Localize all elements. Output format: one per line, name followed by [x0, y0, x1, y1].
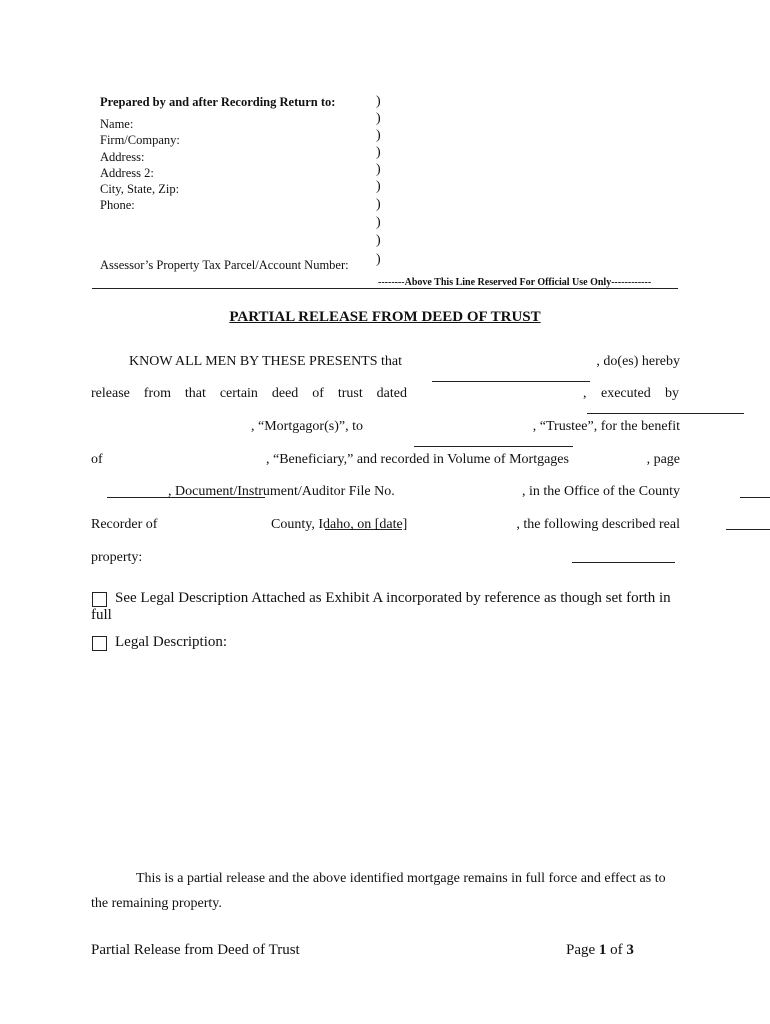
- mortgagor-text: , “Mortgagor(s)”, to: [251, 419, 363, 434]
- does-hereby-text: , do(es) hereby: [596, 354, 680, 369]
- bracket-paren: ): [376, 197, 381, 212]
- prepared-by-heading: Prepared by and after Recording Return to:: [100, 95, 336, 109]
- page-indicator: [566, 942, 634, 959]
- legal-description-checkbox[interactable]: [92, 636, 107, 651]
- word: certain: [219, 386, 258, 401]
- county-blank[interactable]: [572, 561, 675, 563]
- property-text: property:: [91, 550, 143, 565]
- word: release: [91, 386, 130, 401]
- mortgagor-blank[interactable]: [414, 445, 573, 447]
- office-of-county-text: , in the Office of the County: [522, 484, 680, 499]
- bracket-paren: ): [376, 252, 381, 267]
- word: from: [143, 386, 171, 401]
- exhibit-a-option-text-cont: full: [91, 607, 112, 623]
- file-number-blank[interactable]: [726, 528, 770, 530]
- word: dated: [376, 386, 407, 401]
- page-total: 3: [626, 942, 634, 958]
- trustee-text: , “Trustee”, for the benefit: [532, 419, 680, 434]
- release-words-line: [91, 386, 407, 402]
- word: trust: [337, 386, 363, 401]
- address2-label: Address 2:: [100, 166, 154, 180]
- county-idaho-text: County, Idaho, on [date]: [271, 517, 408, 532]
- word: deed: [271, 386, 299, 401]
- official-use-notice: --------Above This Line Reserved For Official Use Only------------: [378, 277, 652, 288]
- by-text: by: [665, 386, 679, 401]
- beneficiary-text: , “Beneficiary,” and recorded in Volume of Mortgages: [266, 452, 569, 467]
- phone-label: Phone:: [100, 198, 135, 212]
- bracket-paren: ): [376, 215, 381, 230]
- footer-document-name: Partial Release from Deed of Trust: [91, 942, 300, 958]
- deed-date-blank[interactable]: [587, 412, 744, 414]
- word: of: [312, 386, 324, 401]
- bracket-paren: ): [376, 162, 381, 177]
- partial-release-statement-cont: the remaining property.: [91, 896, 222, 911]
- page-current: 1: [598, 942, 607, 958]
- executed-text: executed: [601, 386, 651, 401]
- document-file-text: , Document/Instrument/Auditor File No.: [168, 484, 395, 499]
- bracket-paren: ): [376, 111, 381, 126]
- described-real-text: , the following described real: [516, 517, 680, 532]
- official-use-divider: [92, 288, 678, 289]
- bracket-paren: ): [376, 233, 381, 248]
- exhibit-a-option-text: See Legal Description Attached as Exhibit A incorporated by reference as though set forth in: [115, 590, 671, 606]
- grantor-blank[interactable]: [432, 380, 590, 382]
- exhibit-a-checkbox[interactable]: [92, 592, 107, 607]
- name-label: Name:: [100, 117, 134, 131]
- partial-release-statement: This is a partial release and the above identified mortgage remains in full force and effect as to: [136, 871, 666, 886]
- bracket-paren: ): [376, 179, 381, 194]
- address-label: Address:: [100, 150, 145, 164]
- recorder-of-text: Recorder of: [91, 517, 158, 532]
- parcel-number-label: Assessor’s Property Tax Parcel/Account Number:: [100, 258, 349, 272]
- comma-text: ,: [583, 386, 587, 401]
- page-of: of: [610, 942, 623, 958]
- legal-description-label: Legal Description:: [115, 634, 228, 650]
- page-text: , page: [646, 452, 680, 467]
- bracket-paren: ): [376, 94, 381, 109]
- city-state-zip-label: City, State, Zip:: [100, 182, 180, 196]
- volume-blank[interactable]: [740, 496, 770, 498]
- firm-company-label: Firm/Company:: [100, 133, 180, 147]
- word: that: [184, 386, 206, 401]
- document-title: PARTIAL RELEASE FROM DEED OF TRUST: [229, 309, 541, 325]
- bracket-paren: ): [376, 145, 381, 160]
- of-text: of: [91, 452, 103, 467]
- know-all-men-text: KNOW ALL MEN BY THESE PRESENTS that: [129, 354, 403, 369]
- bracket-paren: ): [376, 128, 381, 143]
- page-prefix: Page: [566, 942, 596, 958]
